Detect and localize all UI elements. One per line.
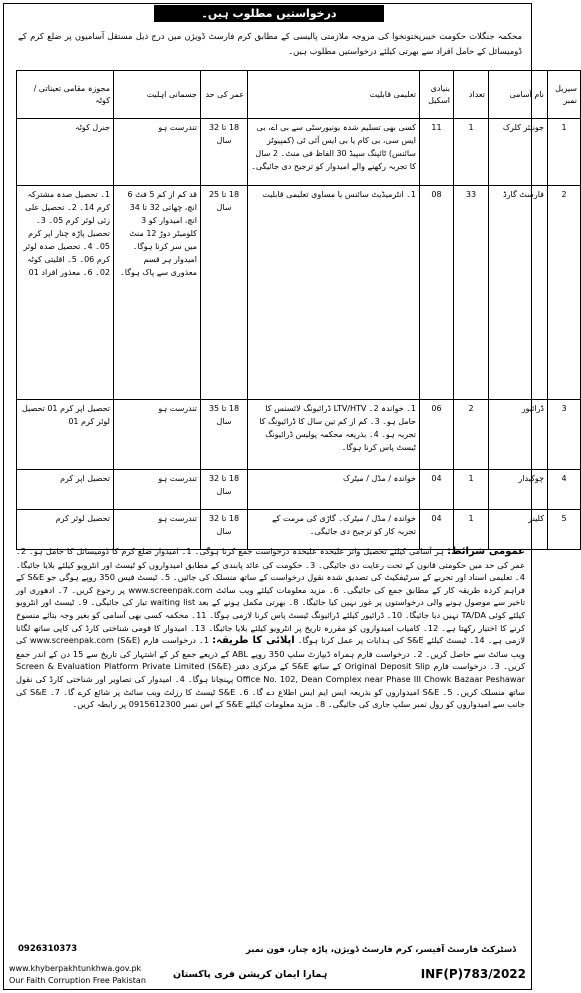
cell-quota: تحصیل اپر کرم bbox=[17, 470, 114, 510]
cell-count: 1 bbox=[454, 470, 489, 510]
header-quota: مجوزہ مقامی تعیناتی / کوٹہ bbox=[17, 71, 114, 119]
apply-method-body: 1۔ درخواست فارم www.screenpak.com (S&E) کی ویب سائٹ سے حاصل کریں۔ 2۔ درخواست فارم ہمراہ ڈیپازٹ سلپ 350 روپے ABL کے ذریعے جمع کر کے اشتہار کی تاریخ سے 15 دن کے اندر جمع کریں۔ 3۔ درخواست فارم Original Deposit Slip کے ساتھ S&E کے مرکزی دفتر Screen & Evaluation Platform Private Limited (S&E) Office No. 102, Dean Complex near Phase III Chowk Bazaar Peshawar پہنچانا ہوگا۔ 4۔ امیدوار کی تصاویر اور شناختی کارڈ کی نقول ساتھ منسلک کریں۔ 5۔ S&E امیدواروں کو بذریعہ ایس ایم ایس اطلاع دے گا۔ 6۔ S&E ٹیسٹ کا رزلٹ ویب سائٹ پر شائع کرے گا۔ 7۔ S&E کی جانب سے امیدواروں کو رول نمبر سلپ جاری کی جائیگی۔ 8۔ مزید معلومات کیلئے S&E کے اس نمبر 0915612300 پر رابطہ کریں۔ bbox=[16, 635, 526, 710]
cell-serial: 1 bbox=[548, 119, 581, 186]
cell-count: 1 bbox=[454, 119, 489, 186]
cell-bps: 08 bbox=[420, 186, 454, 400]
general-conditions bbox=[16, 545, 525, 711]
table-row bbox=[17, 186, 581, 400]
cell-physical: تندرست ہو bbox=[114, 119, 201, 186]
cell-physical: تندرست ہو bbox=[114, 470, 201, 510]
header-count: تعداد bbox=[454, 71, 489, 119]
cell-count: 2 bbox=[454, 400, 489, 470]
cell-age: 18 تا 32 سال bbox=[201, 510, 248, 550]
cell-serial: 5 bbox=[548, 510, 581, 550]
cell-qualification: خواندہ / مڈل / میٹرک bbox=[248, 470, 420, 510]
cell-bps: 04 bbox=[420, 510, 454, 550]
header-post: نام آسامی bbox=[489, 71, 548, 119]
header-physical: جسمانی اہلیت bbox=[114, 71, 201, 119]
cell-qualification: 1۔ انٹرمیڈیٹ سائنس یا مساوی تعلیمی قابلیت bbox=[248, 186, 420, 400]
signature-block bbox=[14, 944, 524, 958]
cell-post: کلینر bbox=[489, 510, 548, 550]
table-row bbox=[17, 470, 581, 510]
table-row bbox=[17, 119, 581, 186]
cell-qualification: خواندہ / مڈل / میٹرک۔ گاڑی کی مرمت کے تجربہ کار کو ترجیح دی جائیگی۔ bbox=[248, 510, 420, 550]
cell-physical: تندرست ہو bbox=[114, 400, 201, 470]
advertisement-page bbox=[3, 3, 577, 990]
cell-serial: 3 bbox=[548, 400, 581, 470]
cell-post: جونیئر کلرک bbox=[489, 119, 548, 186]
cell-count: 33 bbox=[454, 186, 489, 400]
table-header-row bbox=[17, 71, 581, 119]
conditions-body: ہر آسامی کیلئے تحصیل وائز علیحدہ علیحدہ درخواست جمع کرنا ہوگی۔ 1۔ امیدوار ضلع کرم کا ڈومیسائل کا حامل ہو۔ 2۔ عمر کی حد میں حکومتی قانون کے تحت رعایت دی جائیگی۔ 3۔ حکومت کی عائد پابندی کے مطابق امیدواروں کو ٹیسٹ اور انٹرویو کیلئے بلایا جائیگا۔ 4۔ تعلیمی اسناد اور تجربے کے سرٹیفکیٹ کی تصدیق شدہ نقول درخواست کے ساتھ منسلک کی جائیں۔ 5۔ ٹیسٹ فیس 350 روپے ہوگی جو S&E کے فراہم کردہ طریقہ کار کے مطابق جمع کی جائیگی۔ 6۔ مزید معلومات کیلئے ویب سائٹ www.screenpak.com پر رجوع کریں۔ 7۔ ادھوری اور تاخیر سے موصول ہونے والی درخواستوں پر غور نہیں کیا جائیگا۔ 8۔ بھرتی مکمل ہونے کے بعد waiting list تیار کی جائیگی۔ 9۔ ٹیسٹ اور انٹرویو کیلئے کوئی TA/DA نہیں دیا جائیگا۔ 10۔ ڈرائیور کیلئے ڈرائیونگ ٹیسٹ پاس کرنا لازمی ہوگا۔ 11۔ محکمہ کسی بھی آسامی کو بغیر وجہ بتائے منسوخ کرنے کا اختیار رکھتا ہے۔ 12۔ کامیاب امیدواروں کو مقررہ تاریخ پر انٹرویو کیلئے بلایا جائیگا۔ 13۔ امیدوار کا قومی شناختی کارڈ کی کاپی ساتھ لگانا لازمی ہے۔ 14۔ ٹیسٹ کیلئے S&E کی ہدایات پر عمل کرنا ہوگا۔ bbox=[16, 546, 526, 646]
cell-post: چوکیدار bbox=[489, 470, 548, 510]
cell-bps: 04 bbox=[420, 470, 454, 510]
cell-bps: 06 bbox=[420, 400, 454, 470]
conditions-heading: عمومی شرائط: bbox=[447, 546, 525, 557]
jobs-table bbox=[16, 70, 581, 550]
footer bbox=[3, 963, 532, 990]
cell-quota: جنرل کوٹہ bbox=[17, 119, 114, 186]
header-bps: بنیادی اسکیل bbox=[420, 71, 454, 119]
signature-phone: 0926310373 bbox=[18, 944, 78, 954]
cell-post: فارسٹ گارڈ bbox=[489, 186, 548, 400]
table-row bbox=[17, 510, 581, 550]
cell-qualification: کسی بھی تسلیم شدہ یونیورسٹی سے بی اے، بی ایس سی، بی کام یا بی ایس آئی ٹی (کمپیوٹر سائنس) ٹائپنگ سپیڈ 30 الفاظ فی منٹ۔ 2 سال کا تجربہ رکھنے والے امیدوار کو ترجیح دی جائیگی۔ bbox=[248, 119, 420, 186]
cell-quota: تحصیل اپر کرم 01 تحصیل لوئر کرم 01 bbox=[17, 400, 114, 470]
cell-post: ڈرائیور bbox=[489, 400, 548, 470]
footer-slogan: Our Faith Corruption Free Pakistan bbox=[9, 976, 146, 985]
table-row bbox=[17, 400, 581, 470]
cell-age: 18 تا 25 سال bbox=[201, 186, 248, 400]
footer-slogan-urdu: ہمارا ایمان کرپشن فری پاکستان bbox=[173, 969, 328, 980]
cell-serial: 4 bbox=[548, 470, 581, 510]
cell-count: 1 bbox=[454, 510, 489, 550]
cell-physical: تندرست ہو bbox=[114, 510, 201, 550]
header-age: عمر کی حد bbox=[201, 71, 248, 119]
footer-reference: INF(P)783/2022 bbox=[420, 967, 526, 981]
cell-age: 18 تا 35 سال bbox=[201, 400, 248, 470]
apply-method-heading: اپلائی کا طریقہ: bbox=[212, 635, 295, 647]
header-serial: سیریل نمبر bbox=[548, 71, 581, 119]
signature-text: ڈسٹرکٹ فارسٹ آفیسر، کرم فارسٹ ڈویژن، پاڑہ چنار، فون نمبر bbox=[245, 945, 516, 955]
cell-physical: قد کم از کم 5 فٹ 6 انچ، چھاتی 32 تا 34 انچ، امیدوار کو 3 کلومیٹر دوڑ 12 منٹ میں سر کرنا ہوگا۔ امیدوار ہر قسم معذوری سے پاک ہوگا۔ bbox=[114, 186, 201, 400]
footer-website: www.khyberpakhtunkhwa.gov.pk bbox=[9, 964, 142, 973]
intro-paragraph: محکمہ جنگلات حکومت خیبرپختونخوا کی مروجہ ملازمتی پالیسی کے مطابق کرم فارسٹ ڈویژن میں درج ذیل مستقل آسامیوں پر ضلع کرم کے ڈومیسائل کے حامل افراد سے بھرتی کیلئے درخواستیں مطلوب ہیں۔ bbox=[18, 31, 522, 56]
cell-quota: تحصیل لوئر کرم bbox=[17, 510, 114, 550]
cell-serial: 2 bbox=[548, 186, 581, 400]
cell-bps: 11 bbox=[420, 119, 454, 186]
cell-age: 18 تا 32 سال bbox=[201, 119, 248, 186]
cell-qualification: 1۔ خواندہ 2۔ LTV/HTV ڈرائیونگ لائسنس کا حامل ہو۔ 3۔ کم از کم تین سال کا ڈرائیونگ کا تجربہ ہو۔ 4۔ بذریعہ محکمہ پولیس ڈرائیونگ ٹیسٹ پاس کرنا ہوگا۔ bbox=[248, 400, 420, 470]
header-qualification: تعلیمی قابلیت bbox=[248, 71, 420, 119]
page-title: درخواستیں مطلوب ہیں۔ bbox=[154, 5, 384, 22]
cell-quota: 1۔ تحصیل صدہ مشترکہ کرم 14۔ 2۔ تحصیل علی زئی لوئر کرم 05۔ 3۔ تحصیل پاڑہ چنار اپر کرم 05۔ 4۔ تحصیل صدہ لوئر کرم 06۔ 5۔ اقلیتی کوٹہ 02۔ 6۔ معذور افراد 01 bbox=[17, 186, 114, 400]
cell-age: 18 تا 32 سال bbox=[201, 470, 248, 510]
